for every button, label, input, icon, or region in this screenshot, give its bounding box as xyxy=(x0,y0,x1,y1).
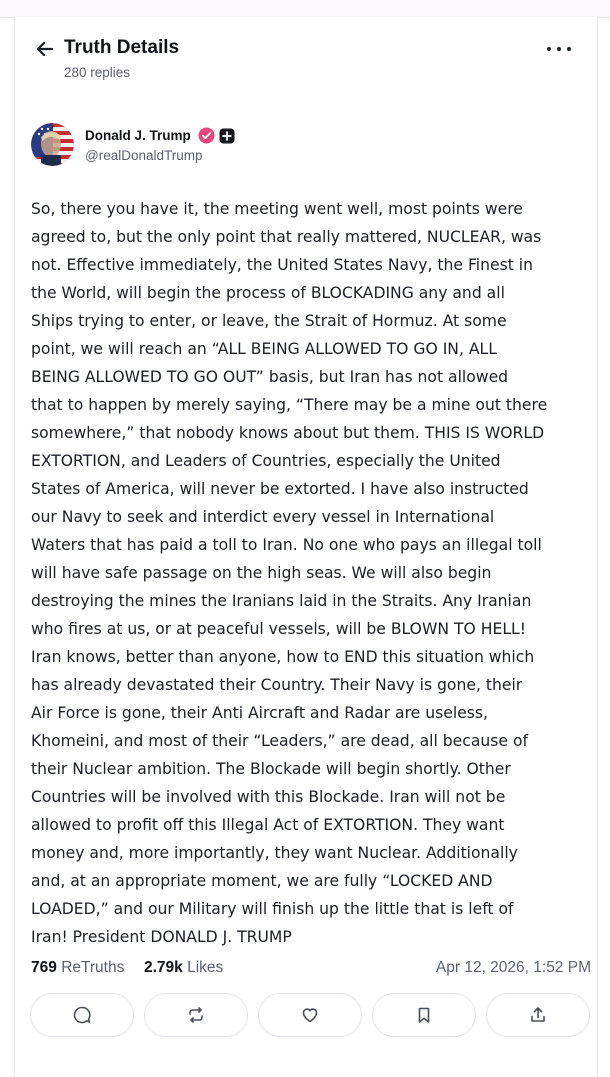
retruths-count: 769 xyxy=(31,959,57,976)
retruths-stat[interactable] xyxy=(31,958,124,978)
retruth-button[interactable] xyxy=(144,993,248,1037)
author-name[interactable]: Donald J. Trump xyxy=(85,128,191,143)
plus-badge-icon xyxy=(219,128,235,144)
truth-detail-card xyxy=(14,17,598,1077)
more-dot-icon xyxy=(557,47,561,51)
post-timestamp: Apr 12, 2026, 1:52 PM xyxy=(435,959,591,976)
retruths-label: ReTruths xyxy=(61,959,125,976)
like-icon xyxy=(300,1005,320,1025)
more-dot-icon xyxy=(567,47,571,51)
post-text: So, there you have it, the meeting went well, most points were agreed to, but the only point that really mattered, NUCLEAR, was not. Effective immediately, the United States Navy, the Finest in the World, will begin the process of BLOCKADING any and all Ships trying to enter, or leave, the Strait of Hormuz. At some point, we will reach an “ALL BEING ALLOWED TO GO IN, ALL BEING ALLOWED TO GO OUT” basis, but Iran has not allowed that to happen by merely saying, “There may be a mine out there somewhere,” that nobody knows about but them. THIS IS WORLD EXTORTION, and Leaders of Countries, especially the United States of America, will never be extorted. I have also instructed our Navy to seek and interdict every vessel in International Waters that has paid a toll to Iran. No one who pays an illegal toll will have safe passage on the high seas. We will also begin destroying the mines the Iranians laid in the Straits. Any Iranian who fires at us, or at peaceful vessels, will be BLOWN TO HELL! Iran knows, better than anyone, how to END this situation which has already devastated their Country. Their Navy is gone, their Air Force is gone, their Anti Aircraft and Radar are useless, Khomeini, and most of their “Leaders,” are dead, all because of their Nuclear ambition. The Blockade will begin shortly. Other Countries will be involved with this Blockade. Iran will not be allowed to profit off this Illegal Act of EXTORTION. They want money and, more importantly, they want Nuclear. Additionally and, at an appropriate moment, we are fully “LOCKED AND LOADED,” and our Military will finish up the little that is left of Iran! President DONALD J. TRUMP xyxy=(31,200,548,946)
action-bar xyxy=(30,993,590,1037)
page-title: Truth Details xyxy=(64,37,180,58)
post-meta xyxy=(31,958,591,978)
reply-icon xyxy=(72,1005,92,1025)
like-button[interactable] xyxy=(258,993,362,1037)
replies-count: 280 replies xyxy=(64,65,131,80)
page-header xyxy=(33,37,579,97)
more-options-button[interactable] xyxy=(547,41,571,57)
likes-count: 2.79k xyxy=(144,959,183,976)
arrow-left-icon xyxy=(33,37,57,61)
bookmark-button[interactable] xyxy=(372,993,476,1037)
verified-badge-icon xyxy=(198,127,215,144)
reply-button[interactable] xyxy=(30,993,134,1037)
bookmark-icon xyxy=(414,1005,434,1025)
post-author xyxy=(31,123,571,173)
likes-stat[interactable] xyxy=(144,958,223,978)
likes-label: Likes xyxy=(187,959,224,976)
retruth-icon xyxy=(186,1005,206,1025)
more-dot-icon xyxy=(547,47,551,51)
author-handle[interactable]: @realDonaldTrump xyxy=(85,148,203,163)
avatar-image xyxy=(31,123,74,166)
share-icon xyxy=(528,1005,548,1025)
top-strip xyxy=(0,0,610,18)
share-button[interactable] xyxy=(486,993,590,1037)
back-button[interactable] xyxy=(33,37,57,61)
avatar[interactable] xyxy=(31,123,74,166)
